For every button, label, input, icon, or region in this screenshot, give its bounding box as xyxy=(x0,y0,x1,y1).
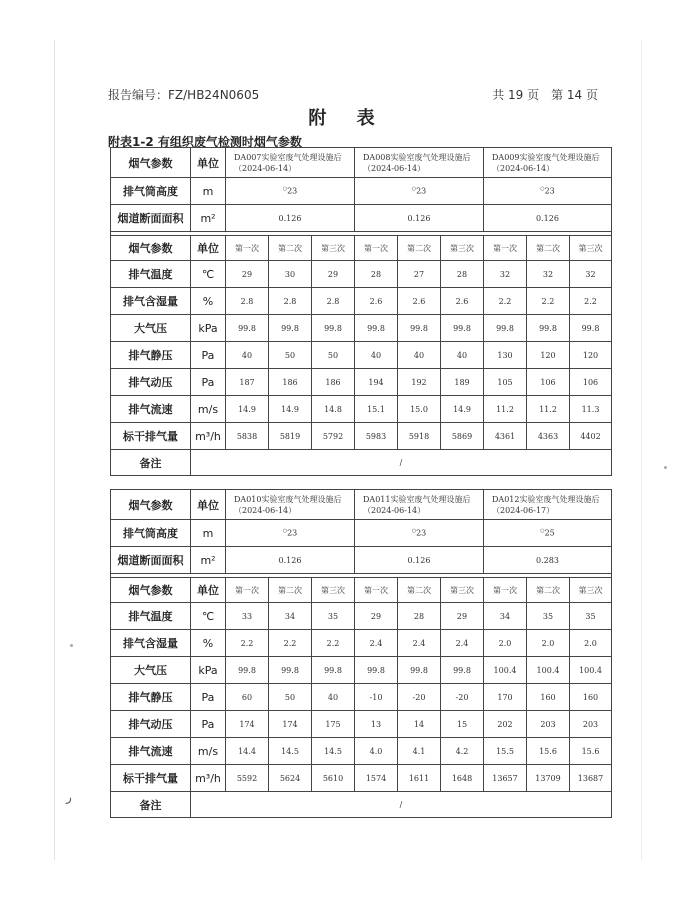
site-name: DA010实验室废气处理设施后（2024-06-14） xyxy=(226,490,355,520)
page-title: 附 表 xyxy=(308,108,387,129)
flue-area-value: 0.126 xyxy=(484,205,612,232)
approx-mark: ○ xyxy=(411,186,417,193)
unit-cell: kPa xyxy=(191,315,226,342)
unit-cell: % xyxy=(191,630,226,657)
unit-cell: m³/h xyxy=(191,765,226,792)
value-cell: 2.0 xyxy=(527,630,570,657)
sub-header-param: 烟气参数 xyxy=(111,578,191,603)
scan-dot xyxy=(70,644,73,647)
unit-cell: m xyxy=(191,520,226,547)
value-cell: 2.2 xyxy=(312,630,355,657)
value-cell: 34 xyxy=(484,603,527,630)
sub-header-unit: 单位 xyxy=(191,578,226,603)
value-cell: 35 xyxy=(570,603,612,630)
value-cell: 13657 xyxy=(484,765,527,792)
unit-cell: m² xyxy=(191,205,226,232)
value-cell: 99.8 xyxy=(312,657,355,684)
value-cell: 1648 xyxy=(441,765,484,792)
value-cell: 2.2 xyxy=(484,288,527,315)
value-cell: 4361 xyxy=(484,423,527,450)
value-cell: 14.4 xyxy=(226,738,269,765)
value-cell: 4.2 xyxy=(441,738,484,765)
value-cell: 100.4 xyxy=(570,657,612,684)
value-cell: 100.4 xyxy=(484,657,527,684)
flue-area-value: 0.126 xyxy=(355,547,484,574)
value-cell: 11.2 xyxy=(527,396,570,423)
row-label: 大气压 xyxy=(111,657,191,684)
value-cell: 2.0 xyxy=(570,630,612,657)
value-cell: 192 xyxy=(398,369,441,396)
site-name: DA009实验室废气处理设施后（2024-06-14） xyxy=(484,148,612,178)
table-caption: 附表1-2 有组织废气检测时烟气参数 xyxy=(108,135,302,149)
unit-cell: ℃ xyxy=(191,261,226,288)
value-cell: 15.5 xyxy=(484,738,527,765)
value-cell: 33 xyxy=(226,603,269,630)
value-cell: 13687 xyxy=(570,765,612,792)
value-cell: 32 xyxy=(570,261,612,288)
value-cell: 35 xyxy=(312,603,355,630)
unit-cell: ℃ xyxy=(191,603,226,630)
scan-mark: ر xyxy=(66,790,72,804)
value-cell: 29 xyxy=(441,603,484,630)
value-cell: 130 xyxy=(484,342,527,369)
unit-cell: kPa xyxy=(191,657,226,684)
unit-cell: Pa xyxy=(191,342,226,369)
approx-mark: ○ xyxy=(540,186,545,193)
stack-height-value xyxy=(484,520,612,547)
run-header: 第二次 xyxy=(527,236,570,261)
stack-height-value xyxy=(484,178,612,205)
value-cell: 186 xyxy=(269,369,312,396)
value-cell: 2.2 xyxy=(269,630,312,657)
value-cell: 5592 xyxy=(226,765,269,792)
value-cell: 14.5 xyxy=(269,738,312,765)
flue-area-value: 0.126 xyxy=(355,205,484,232)
value-cell: 2.0 xyxy=(484,630,527,657)
value-cell: 15.6 xyxy=(527,738,570,765)
value-cell: 202 xyxy=(484,711,527,738)
sub-header-param: 烟气参数 xyxy=(111,236,191,261)
stack-height-value xyxy=(226,178,355,205)
value-cell: 4.1 xyxy=(398,738,441,765)
row-label: 大气压 xyxy=(111,315,191,342)
value-cell: 120 xyxy=(527,342,570,369)
value-cell: 15.1 xyxy=(355,396,398,423)
row-label: 排气静压 xyxy=(111,342,191,369)
value-cell: 4402 xyxy=(570,423,612,450)
value-cell: 60 xyxy=(226,684,269,711)
stack-height-value xyxy=(355,178,484,205)
value-cell: 29 xyxy=(312,261,355,288)
run-header: 第二次 xyxy=(398,236,441,261)
note-label: 备注 xyxy=(111,450,191,476)
value-cell: 203 xyxy=(570,711,612,738)
value-cell: 4.0 xyxy=(355,738,398,765)
stack-height-value xyxy=(355,520,484,547)
value-cell: 5792 xyxy=(312,423,355,450)
run-header: 第一次 xyxy=(226,236,269,261)
value-cell: 186 xyxy=(312,369,355,396)
note-value: / xyxy=(191,450,612,476)
value-cell: 99.8 xyxy=(355,657,398,684)
stack-height-number: 23 xyxy=(416,528,427,538)
value-cell: 1611 xyxy=(398,765,441,792)
value-cell: 2.6 xyxy=(441,288,484,315)
value-cell: 5983 xyxy=(355,423,398,450)
flue-area-value: 0.283 xyxy=(484,547,612,574)
approx-mark: ○ xyxy=(282,528,288,535)
run-header: 第三次 xyxy=(570,236,612,261)
unit-cell: Pa xyxy=(191,711,226,738)
value-cell: 5610 xyxy=(312,765,355,792)
stack-height-value xyxy=(226,520,355,547)
value-cell: 2.2 xyxy=(226,630,269,657)
approx-mark: ○ xyxy=(282,186,288,193)
stack-height-number: 23 xyxy=(544,186,555,196)
value-cell: 28 xyxy=(441,261,484,288)
run-header: 第一次 xyxy=(484,236,527,261)
col-header-param: 烟气参数 xyxy=(111,148,191,178)
row-label: 排气流速 xyxy=(111,396,191,423)
col-header-unit: 单位 xyxy=(191,490,226,520)
value-cell: 170 xyxy=(484,684,527,711)
value-cell: 99.8 xyxy=(570,315,612,342)
unit-cell: m/s xyxy=(191,396,226,423)
row-label: 标干排气量 xyxy=(111,423,191,450)
value-cell: 15 xyxy=(441,711,484,738)
run-header: 第三次 xyxy=(441,578,484,603)
value-cell: 40 xyxy=(226,342,269,369)
value-cell: 40 xyxy=(441,342,484,369)
value-cell: 32 xyxy=(527,261,570,288)
value-cell: 160 xyxy=(570,684,612,711)
value-cell: 2.8 xyxy=(312,288,355,315)
value-cell: 5918 xyxy=(398,423,441,450)
run-header: 第三次 xyxy=(312,236,355,261)
value-cell: 106 xyxy=(570,369,612,396)
stack-height-number: 23 xyxy=(416,186,427,196)
row-label: 排气含湿量 xyxy=(111,630,191,657)
value-cell: 27 xyxy=(398,261,441,288)
value-cell: 2.2 xyxy=(527,288,570,315)
stack-height-number: 23 xyxy=(287,186,298,196)
value-cell: 2.4 xyxy=(355,630,398,657)
row-label: 标干排气量 xyxy=(111,765,191,792)
value-cell: 14.8 xyxy=(312,396,355,423)
value-cell: 50 xyxy=(312,342,355,369)
value-cell: 175 xyxy=(312,711,355,738)
row-label: 排气动压 xyxy=(111,711,191,738)
value-cell: 99.8 xyxy=(398,657,441,684)
value-cell: 15.6 xyxy=(570,738,612,765)
value-cell: 194 xyxy=(355,369,398,396)
value-cell: 99.8 xyxy=(398,315,441,342)
sub-header-unit: 单位 xyxy=(191,236,226,261)
value-cell: 40 xyxy=(355,342,398,369)
value-cell: -20 xyxy=(441,684,484,711)
value-cell: 1574 xyxy=(355,765,398,792)
site-name: DA012实验室废气处理设施后（2024-06-17） xyxy=(484,490,612,520)
site-name: DA007实验室废气处理设施后（2024-06-14） xyxy=(226,148,355,178)
value-cell: 99.8 xyxy=(441,315,484,342)
run-header: 第二次 xyxy=(269,236,312,261)
run-header: 第三次 xyxy=(312,578,355,603)
value-cell: 174 xyxy=(226,711,269,738)
value-cell: 187 xyxy=(226,369,269,396)
value-cell: 2.8 xyxy=(226,288,269,315)
value-cell: 32 xyxy=(484,261,527,288)
value-cell: -20 xyxy=(398,684,441,711)
value-cell: 99.8 xyxy=(441,657,484,684)
value-cell: 203 xyxy=(527,711,570,738)
unit-cell: Pa xyxy=(191,369,226,396)
value-cell: 5869 xyxy=(441,423,484,450)
report-number: 报告编号：FZ/HB24N0605 xyxy=(108,88,260,102)
value-cell: 174 xyxy=(269,711,312,738)
flue-area-value: 0.126 xyxy=(226,547,355,574)
unit-cell: Pa xyxy=(191,684,226,711)
value-cell: 13 xyxy=(355,711,398,738)
value-cell: 120 xyxy=(570,342,612,369)
value-cell: 14.9 xyxy=(226,396,269,423)
row-label-stack-height: 排气筒高度 xyxy=(111,178,191,205)
value-cell: 11.3 xyxy=(570,396,612,423)
unit-cell: m³/h xyxy=(191,423,226,450)
value-cell: 28 xyxy=(398,603,441,630)
value-cell: 2.8 xyxy=(269,288,312,315)
run-header: 第二次 xyxy=(527,578,570,603)
run-header: 第二次 xyxy=(398,578,441,603)
value-cell: 14.9 xyxy=(269,396,312,423)
flue-area-value: 0.126 xyxy=(226,205,355,232)
value-cell: 99.8 xyxy=(269,315,312,342)
value-cell: 11.2 xyxy=(484,396,527,423)
value-cell: 14 xyxy=(398,711,441,738)
value-cell: 160 xyxy=(527,684,570,711)
value-cell: 105 xyxy=(484,369,527,396)
value-cell: 99.8 xyxy=(527,315,570,342)
run-header: 第二次 xyxy=(269,578,312,603)
run-header: 第一次 xyxy=(355,578,398,603)
run-header: 第一次 xyxy=(226,578,269,603)
value-cell: 14.5 xyxy=(312,738,355,765)
unit-cell: m² xyxy=(191,547,226,574)
value-cell: 5838 xyxy=(226,423,269,450)
note-label: 备注 xyxy=(111,792,191,818)
stack-height-number: 25 xyxy=(544,528,555,538)
row-label: 排气温度 xyxy=(111,261,191,288)
run-header: 第一次 xyxy=(355,236,398,261)
note-value: / xyxy=(191,792,612,818)
value-cell: 30 xyxy=(269,261,312,288)
value-cell: 99.8 xyxy=(484,315,527,342)
approx-mark: ○ xyxy=(411,528,417,535)
value-cell: 99.8 xyxy=(226,315,269,342)
flue-gas-table-2 xyxy=(110,489,612,818)
value-cell: 13709 xyxy=(527,765,570,792)
row-label: 排气静压 xyxy=(111,684,191,711)
row-label: 排气动压 xyxy=(111,369,191,396)
row-label: 排气含湿量 xyxy=(111,288,191,315)
unit-cell: m/s xyxy=(191,738,226,765)
run-header: 第三次 xyxy=(441,236,484,261)
value-cell: 40 xyxy=(312,684,355,711)
value-cell: -10 xyxy=(355,684,398,711)
value-cell: 5819 xyxy=(269,423,312,450)
value-cell: 2.4 xyxy=(398,630,441,657)
value-cell: 2.2 xyxy=(570,288,612,315)
value-cell: 34 xyxy=(269,603,312,630)
value-cell: 14.9 xyxy=(441,396,484,423)
value-cell: 2.4 xyxy=(441,630,484,657)
value-cell: 2.6 xyxy=(398,288,441,315)
run-header: 第三次 xyxy=(570,578,612,603)
col-header-param: 烟气参数 xyxy=(111,490,191,520)
scan-dot xyxy=(664,466,667,469)
page-indicator: 共 19 页 第 14 页 xyxy=(492,88,598,102)
value-cell: 40 xyxy=(398,342,441,369)
value-cell: 106 xyxy=(527,369,570,396)
flue-gas-table-1 xyxy=(110,147,612,476)
value-cell: 50 xyxy=(269,342,312,369)
value-cell: 29 xyxy=(355,603,398,630)
site-name: DA008实验室废气处理设施后（2024-06-14） xyxy=(355,148,484,178)
value-cell: 99.8 xyxy=(269,657,312,684)
value-cell: 100.4 xyxy=(527,657,570,684)
value-cell: 189 xyxy=(441,369,484,396)
value-cell: 2.6 xyxy=(355,288,398,315)
row-label-flue-area: 烟道断面面积 xyxy=(111,547,191,574)
value-cell: 99.8 xyxy=(312,315,355,342)
row-label: 排气流速 xyxy=(111,738,191,765)
site-name: DA011实验室废气处理设施后（2024-06-14） xyxy=(355,490,484,520)
row-label-stack-height: 排气筒高度 xyxy=(111,520,191,547)
stack-height-number: 23 xyxy=(287,528,298,538)
value-cell: 28 xyxy=(355,261,398,288)
value-cell: 99.8 xyxy=(355,315,398,342)
value-cell: 15.0 xyxy=(398,396,441,423)
value-cell: 4363 xyxy=(527,423,570,450)
row-label: 排气温度 xyxy=(111,603,191,630)
unit-cell: % xyxy=(191,288,226,315)
value-cell: 29 xyxy=(226,261,269,288)
value-cell: 5624 xyxy=(269,765,312,792)
approx-mark: ○ xyxy=(540,528,545,535)
value-cell: 50 xyxy=(269,684,312,711)
unit-cell: m xyxy=(191,178,226,205)
row-label-flue-area: 烟道断面面积 xyxy=(111,205,191,232)
value-cell: 35 xyxy=(527,603,570,630)
run-header: 第一次 xyxy=(484,578,527,603)
value-cell: 99.8 xyxy=(226,657,269,684)
col-header-unit: 单位 xyxy=(191,148,226,178)
